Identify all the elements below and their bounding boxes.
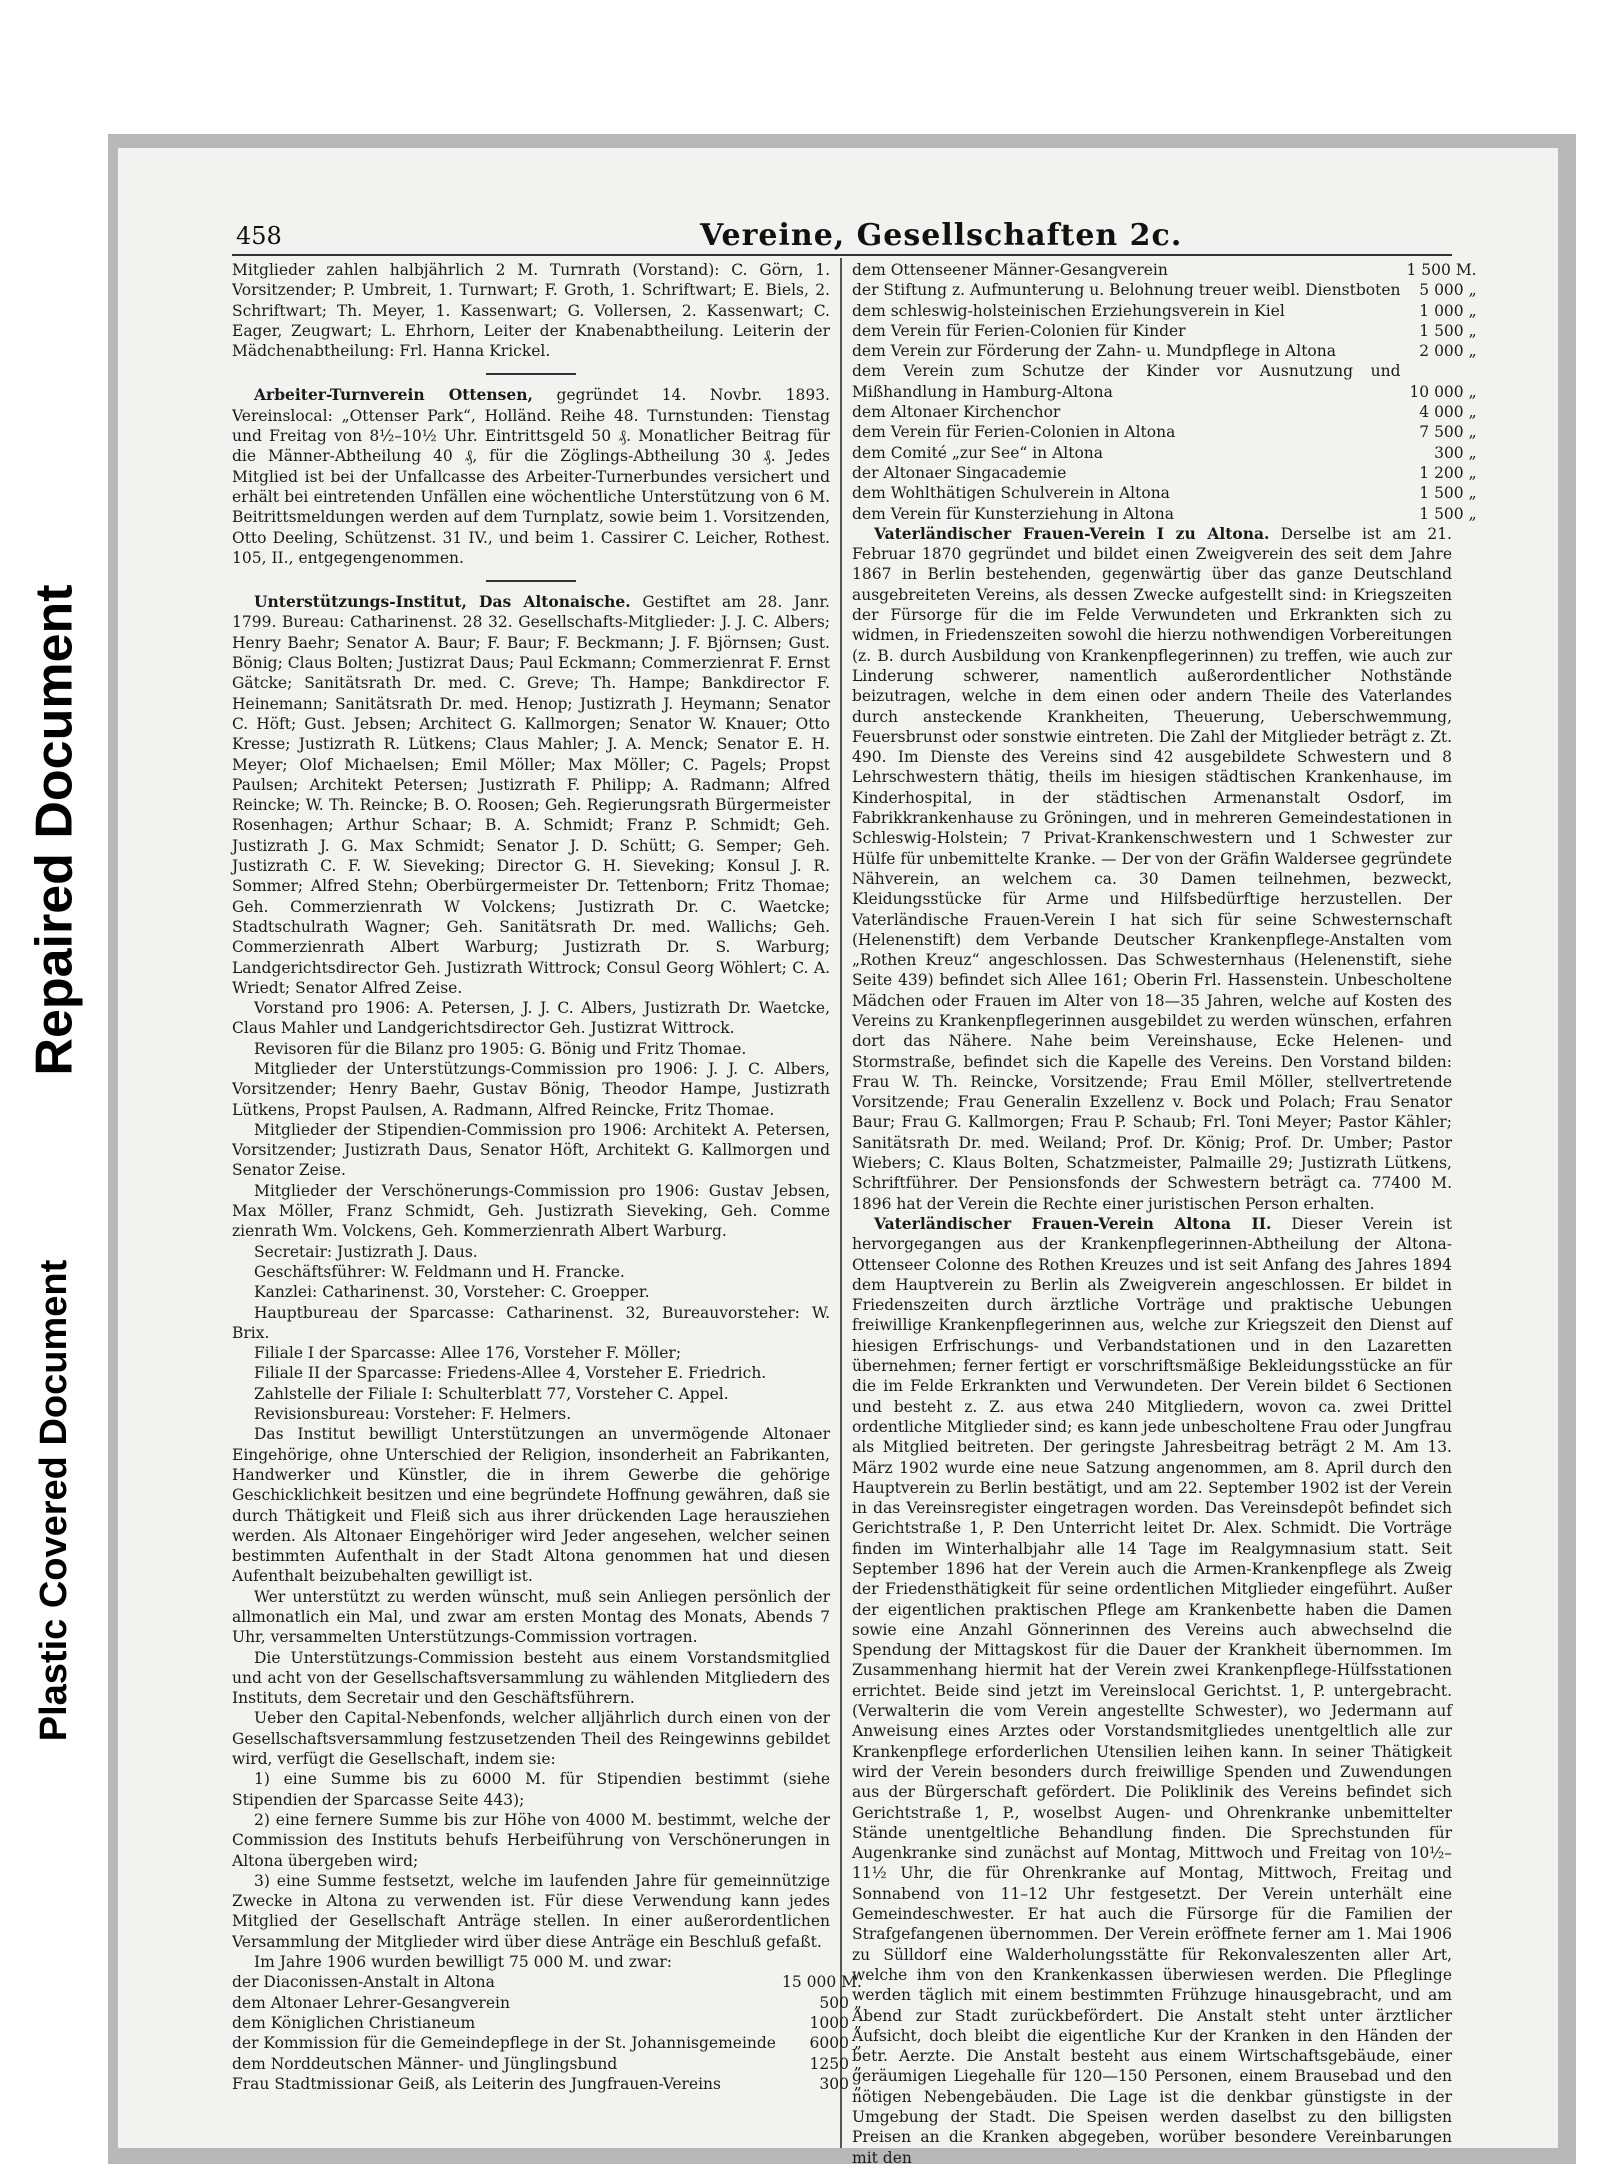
arbeiter-turnverein-text: gegründet 14. Novbr. 1893. Vereinslocal: „Ottenser Park“, Holländ. Reihe 48. Turnstunden: Tienstag und Freitag von 8½–10½ Uhr. Eintrittsgeld 50 ₰. Monatlicher Beitrag für die Männer-Abtheilung 40 ₰, für die Zöglings-Abtheilung 30 ₰. Jedes Mitglied ist bei der Unfallcasse des Arbeiter-Turnerbundes versichert und erhält bei eintretenden Unfällen eine wöchentliche Unterstützung von 6 M. Beitrittsmeldungen werden auf dem Turnplatz, sowie beim 1. Vorsitzenden, Otto Deeling, Schützenst. 31 IV., und beim 1. Cassirer C. Leicher, Rothest. 105, II., entgegengenommen. <box>232 386 830 567</box>
table-row: der Stiftung z. Aufmunterung u. Belohnung treuer weibl. Dienstboten 5 000 „ <box>852 281 1477 300</box>
filiale1-text: Filiale I der Sparcasse: Allee 176, Vorsteher F. Möller; <box>254 1344 682 1363</box>
table-row: dem Comité „zur See“ in Altona 300 „ <box>852 443 1477 462</box>
table-row: dem Ottenseener Männer-Gesangverein 1 500 M. <box>852 261 1477 279</box>
table-row: dem Altonaer Kirchenchor 4 000 „ <box>852 403 1477 422</box>
unterstuetzungs-institut-text: Gestiftet am 28. Janr. 1799. Bureau: Catharinenst. 28 32. Gesellschafts-Mitglieder: J. J. C. Albers; Henry Baehr; Senator A. Baur; F. Baur; F. Beckmann; J. F. Björnsen; Gust. Bönig; Claus Bolten; Justizrat Daus; Paul Eckmann; Commerzienrat F. Ernst Gätcke; Sanitätsrath Dr. med. C. Greve; Th. Hampe; Bankdirector F. Heinemann; Sanitätsrath Dr. med. Henop; Justizrath J. Heymann; Senator C. Höft; Gust. Jebsen; Architect G. Kallmorgen; Senator W. Knauer; Otto Kresse; Justizrath R. Lütkens; Claus Mahler; J. A. Menck; Senator E. H. Meyer; Olof Michaelsen; Emil Möller; Max Möller; C. Pagels; Propst Paulsen; Architekt Petersen; Justizrath F. Philipp; A. Radmann; Alfred Reincke; W. Th. Reincke; B. O. Roosen; Geh. Regierungsrath Bürgermeister Rosenhagen; Arthur Schaar; B. A. Schmidt; Franz P. Schmidt; Geh. Justizrath J. G. Max Schmidt; Senator J. D. Schütt; G. Semper; Geh. Justizrath C. F. W. Sieveking; Director G. H. Sieveking; Konsul J. R. Sommer; Alfred Stehn; Oberbürgermeister Dr. Tettenborn; Fritz Thomae; Geh. Commerzienrath W Volckens; Justizrath Dr. C. Waetcke; Stadtschulrath Wagner; Geh. Sanitätsrath Dr. med. Wallichs; Geh. Commerzienrath Albert Warburg; Justizrath Dr. S. Warburg; Landgerichtsdirector Geh. Justizrath Wittrock; Consul Georg Wöhlert; C. A. Wriedt; Senator Alfred Zeise. <box>232 593 830 997</box>
institut-paragraph-7: 3) eine Summe festsetzt, welche im laufenden Jahre für gemeinnützige Zwecke in Altona zu verwenden ist. Für diese Verwendung kann jedes Mitglied der Gesellschaft Anträge stellen. In einer außerordentlichen Versammlung der Mitglieder wird über diese Anträge ein Beschluß gefaßt. <box>232 1871 830 1951</box>
revisionsbureau-text: Revisionsbureau: Vorsteher: F. Helmers. <box>254 1405 572 1424</box>
page-number: 458 <box>236 222 282 250</box>
frauen-verein-2-entry <box>852 1214 1452 2168</box>
table-row: dem Altonaer Lehrer-Gesangverein 500 „ <box>232 1993 862 2012</box>
table-row: dem Königlichen Christianeum 1000 „ <box>232 2013 862 2032</box>
right-column <box>852 260 1477 2167</box>
vorstand-text: Vorstand pro 1906: A. Petersen, J. J. C. Albers, Justizrath Dr. Waetcke, Claus Mahler und Landgerichtsdirector Geh. Justizrat Wittrock. <box>232 999 830 1038</box>
institut-paragraph-1: Das Institut bewilligt Unterstützungen an unvermögende Altonaer Eingehörige, ohne Unterschied der Religion, insonderheit an Fabrikanten, Handwerker und Künstler, die in ihrem Gewerbe die gehörige Geschicklichkeit besitzen und eine begründete Hoffnung gewähren, daß sie durch Thätigkeit und Fleiß sich aus ihrer drückenden Lage herausziehen werden. Als Altonaer Eingehöriger wird Jeder angesehen, welcher seinen bestimmten Aufenthalt in der Stadt Altona genommen hat und diesen Aufenthalt beizubehalten gewilligt ist. <box>232 1425 830 1586</box>
table-row: der Altonaer Singacademie 1 200 „ <box>852 463 1477 482</box>
institut-paragraph-6: 2) eine fernere Summe bis zur Höhe von 4000 M. bestimmt, welche der Commission des Instituts behufs Herbeiführung von Verschönerungen in Altona übergeben wird; <box>232 1810 830 1870</box>
frauen-verein-1-title: Vaterländischer Frauen-Verein I zu Altona. <box>874 523 1270 543</box>
table-row: der Diaconissen-Anstalt in Altona 15 000 M. <box>232 1973 862 1992</box>
table-row: dem Verein für Ferien-Colonien für Kinder 1 500 „ <box>852 321 1477 340</box>
section-divider <box>486 373 576 375</box>
institut-paragraph-3: Die Unterstützungs-Commission besteht aus einem Vorstandsmitglied und acht von der Gesellschaftsversammlung zu wählenden Mitgliedern des Instituts, dem Secretair und den Geschäftsführern. <box>232 1648 830 1708</box>
section-divider <box>486 580 576 582</box>
table-row: Frau Stadtmissionar Geiß, als Leiterin des Jungfrauen-Vereins 300 „ <box>232 2074 862 2093</box>
column-divider <box>840 258 842 2148</box>
zahlstelle-text: Zahlstelle der Filiale I: Schulterblatt 77, Vorsteher C. Appel. <box>254 1384 729 1403</box>
frauen-verein-1-text: Derselbe ist am 21. Februar 1870 gegründet und bildet einen Zweigverein des seit dem Jahre 1867 in Berlin bestehenden, gegenwärtig über das ganze Deutschland ausgebreiteten Vereins, als dessen Zwecke aufgestellt sind: in Kriegszeiten der Fürsorge für die im Felde Verwundeten und Erkrankten sich zu widmen, in Friedenszeiten sowohl die hierzu nothwendigen Vorbereitungen (z. B. durch Ausbildung von Krankenpflegerinnen) zu treffen, wie auch zur Linderung schwerer, namentlich außerordentlicher Nothstände beizutragen, welche in dem einen oder andern Theile des Vaterlandes durch ansteckende Krankheiten, Theuerung, Ueberschwemmung, Feuersbrunst oder sonstwie eintreten. Die Zahl der Mitglieder beträgt z. Zt. 490. Im Dienste des Vereins sind 42 ausgebildete Schwestern und 8 Lehrschwestern thätig, theils im hiesigen städtischen Krankenhause, im Kinderhospital, in der städtischen Armenanstalt Osdorf, im Fabrikkrankenhause zu Gröningen, und in mehreren Gemeindestationen in Schleswig-Holstein; 7 Privat-Krankenschwestern und 1 Schwester zur Hülfe für unbemittelte Kranke. — Der von der Gräfin Waldersee gegründete Nähverein, an welchem ca. 30 Damen teilnehmen, bezweckt, Kleidungsstücke für Arme und Hilfsbedürftige herzustellen. Der Vaterländische Frauen-Verein I hat sich für seine Schwesternschaft (Helenenstift) dem Verbande Deutscher Krankenpflege-Anstalten vom „Rothen Kreuz“ angeschlossen. Das Schwesternhaus (Helenenstift, siehe Seite 439) befindet sich Allee 161; Oberin Frl. Hassenstein. Unbescholtene Mädchen oder Frauen im Alter von 18—35 Jahren, welche auf Kosten des Vereins zu Krankenpflegerinnen ausgebildet zu werden wünschen, erfahren dort das Nähere. Nahe beim Vereinshause, Ecke Helenen- und Stormstraße, befindet sich die Kapelle des Vereins. Den Vorstand bilden: Frau W. Th. Reincke, Vorsitzende; Frau Emil Möller, stellvertretende Vorsitzende; Frau Generalin Exzellenz v. Bock und Polach; Frau Senator Baur; Frau G. Kallmorgen; Frau P. Schaub; Frl. Toni Meyer; Pastor Kähler; Sanitätsrath Dr. med. Weiland; Prof. Dr. König; Prof. Dr. Umber; Pastor Wiebers; C. Klaus Bolten, Schatzmeister, Palmaille 29; Justizrath Lütkens, Schriftführer. Der Pensionsfonds der Schwestern beträgt ca. 77400 M. 1896 hat der Verein die Rechte einer juristischen Person erhalten. <box>852 524 1452 1213</box>
table-row: dem Verein für Kunsterziehung in Altona 1 500 „ <box>852 504 1477 523</box>
frauen-verein-2-title: Vaterländischer Frauen-Verein Altona II. <box>874 1213 1272 1233</box>
table-row: der Kommission für die Gemeindepflege in der St. Johannisgemeinde 6000 „ <box>232 2034 862 2053</box>
turnverein-members-text: Mitglieder zahlen halbjährlich 2 M. Turnrath (Vorstand): C. Görn, 1. Vorsitzender; P. Umbreit, 1. Turnwart; F. Groth, 1. Schriftwart; E. Biels, 2. Schriftwart; Th. Meyer, 1. Kassenwart; G. Vollersen, 2. Kassenwart; C. Eager, Zeugwart; L. Ehrhorn, Leiter der Knabenabtheilung. Leiterin der Mädchenabtheilung: Frl. Hanna Krickel. <box>232 261 830 361</box>
filiale2-text: Filiale II der Sparcasse: Friedens-Allee 4, Vorsteher E. Friedrich. <box>254 1364 767 1383</box>
institut-paragraph-5: 1) eine Summe bis zu 6000 M. für Stipendien bestimmt (siehe Stipendien der Sparcasse Seite 443); <box>232 1770 830 1809</box>
table-row: dem Verein für Ferien-Colonien in Altona 7 500 „ <box>852 423 1477 442</box>
table-row: dem Verein zur Förderung der Zahn- u. Mundpflege in Altona 2 000 „ <box>852 342 1477 361</box>
unterstuetzungs-institut-title: Unterstützungs-Institut, Das Altonaische. <box>254 592 631 612</box>
frauen-verein-2-text: Dieser Verein ist hervorgegangen aus der Krankenpflegerinnen-Abtheilung der Altona-Ottenseer Colonne des Rothen Kreuzes und ist seit Anfang des Jahres 1894 dem Hauptverein zu Berlin als Zweigverein angeschlossen. Er bildet in Friedenszeiten durch ärztliche Vorträge und praktische Uebungen freiwillige Krankenpflegerinnen aus, welche zur Kriegszeit den Dienst auf hiesigen Erfrischungs- und Verbandstationen und in den Lazaretten übernehmen; ferner fertigt er vorschriftsmäßige Bekleidungsstücke an für die im Felde Erkrankten und Verwundeten. Der Verein bildet 6 Sectionen und besteht z. Z. aus etwa 240 Mitgliedern, wovon ca. zwei Drittel ordentliche Mitglieder sind; es kann jede unbescholtene Frau oder Jungfrau als Mitglied beitreten. Der geringste Jahresbeitrag beträgt 2 M. Am 13. März 1902 wurde eine neue Satzung angenommen, am 8. April durch den Hauptverein zu Berlin bestätigt, und am 22. September 1902 ist der Verein in das Vereinsregister eingetragen worden. Das Vereinsdepôt befindet sich Gerichtstraße 1, P. Den Unterricht leitet Dr. Alex. Schmidt. Die Vorträge finden im Winterhalbjahr alle 14 Tage im Realgymnasium statt. Seit September 1896 hat der Verein auch die Armen-Krankenpflege als Zweig der Friedensthätigkeit für seine ordentlichen Mitglieder eingeführt. Außer der eigentlichen praktischen Pflege am Krankenbette haben die Damen sowie eine Anzahl Gönnerinnen des Vereins auch abwechselnd die Spendung der Mittagskost für die Dauer der Krankheit übernommen. Im Zusammenhang hiermit hat der Verein zwei Krankenpflege-Hülfsstationen errichtet. Beide sind jetzt im Vereinslocal Gerichtst. 1, P. untergebracht. (Verwalterin die vom Verein angestellte Schwester), wo Jedermann auf Anweisung eines Arztes oder Vorstandsmitgliedes unentgeltlich alle zur Krankenpflege erforderlichen Utensilien leihen kann. In seiner Thätigkeit wird der Verein besonders durch freiwillige Spenden und Zuwendungen aus der Bürgerschaft gefördert. Die Poliklinik des Vereins befindet sich Gerichtstraße 1, P., woselbst Augen- und Ohrenkranke unbemittelter Stände unentgeltliche Behandlung finden. Die Sprechstunden für Augenkranke sind zunächst auf Montag, Mittwoch und Freitag von 10½–11½ Uhr, die für Ohrenkranke auf Montag, Mittwoch, Freitag und Sonnabend von 11–12 Uhr festgesetzt. Der Verein unterhält eine Gemeindeschwester. Er hat auch die Fürsorge für die Familien der Strafgefangenen übernommen. Der Verein eröffnete ferner am 1. Mai 1906 zu Sülldorf eine Walderholungsstätte für Rekonvaleszenten aller Art, welche ihm von den Krankenkassen überwiesen werden. Die Pfleglinge werden täglich mit einem bestimmten Frühzuge hinausgebracht, und am Abend zur Stadt zurückbefördert. Die Anstalt steht unter ärztlicher Aufsicht, doch bleibt die eigentliche Kur der Kranken in den Händen der betr. Aerzte. Die Anstalt besteht aus einem Wirtschaftsgebäude, einer geräumigen Liegehalle für 120—150 Personen, einem Brausebad und den nötigen Nebengebäuden. Die Lage ist die denkbar günstigste in der Umgebung der Stadt. Die Speisen werden daselbst zu den billigsten Preisen an die Kranken abgegeben, worüber besondere Vereinbarungen mit den <box>852 1214 1452 2167</box>
geschaeftsfuehrer-text: Geschäftsführer: W. Feldmann und H. Francke. <box>254 1262 625 1281</box>
repaired-document-label: Repaired Document <box>26 584 84 1076</box>
arbeiter-turnverein-title: Arbeiter-Turnverein Ottensen, <box>254 385 533 405</box>
institut-paragraph-2: Wer unterstützt zu werden wünscht, muß sein Anliegen persönlich der allmonatlich ein Mal, und zwar am ersten Montag des Monats, Abends 7 Uhr, versammelten Unterstützungs-Commission vortragen. <box>232 1587 830 1647</box>
table-row: dem Norddeutschen Männer- und Jünglingsbund 1250 „ <box>232 2054 862 2073</box>
right-grants-table <box>852 260 1477 524</box>
table-row: dem Wohlthätigen Schulverein in Altona 1 500 „ <box>852 484 1477 503</box>
left-column <box>232 260 862 2145</box>
header-rule <box>232 254 1452 256</box>
stipendien-text: Mitglieder der Stipendien-Commission pro 1906: Architekt A. Petersen, Vorsitzender; Justizrath Daus, Senator Höft, Architekt G. Kallmorgen und Senator Zeise. <box>232 1120 830 1180</box>
unterstuetzungs-institut-entry <box>232 592 830 998</box>
running-head: Vereine, Gesellschaften 2c. <box>700 218 1183 253</box>
verschoenerung-text: Mitglieder der Verschönerungs-Commission pro 1906: Gustav Jebsen, Max Möller, Franz Schmidt, Geh. Justizrath Sieveking, Geh. Comme zienrath Wm. Volckens, Geh. Kommerzienrath Albert Warburg. <box>232 1181 830 1241</box>
secretair-text: Secretair: Justizrath J. Daus. <box>254 1242 478 1261</box>
table-row: dem Verein zum Schutze der Kinder vor Ausnutzung und Mißhandlung in Hamburg-Altona 10 000 „ <box>852 362 1477 401</box>
institut-paragraph-4: Ueber den Capital-Nebenfonds, welcher alljährlich durch einen von der Gesellschaftsversammlung festzusetzenden Theil des Reingewinns gebildet wird, verfügt die Gesellschaft, indem sie: <box>232 1709 830 1769</box>
commission-text: Mitglieder der Unterstützungs-Commission pro 1906: J. J. C. Albers, Vorsitzender; Henry Baehr, Gustav Bönig, Theodor Hampe, Justizrath Lütkens, Propst Paulsen, A. Radmann, Alfred Reincke, Fritz Thomae. <box>232 1059 830 1119</box>
left-grants-table <box>232 1972 862 2094</box>
plastic-covered-document-label: Plastic Covered Document <box>33 1259 76 1741</box>
revisoren-text: Revisoren für die Bilanz pro 1905: G. Bönig und Fritz Thomae. <box>254 1039 747 1058</box>
hauptbureau-text: Hauptbureau der Sparcasse: Catharinenst. 32, Bureauvorsteher: W. Brix. <box>232 1303 830 1342</box>
kanzlei-text: Kanzlei: Catharinenst. 30, Vorsteher: C. Groepper. <box>254 1283 650 1302</box>
grants-intro: Im Jahre 1906 wurden bewilligt 75 000 M. und zwar: <box>254 1953 673 1972</box>
table-row: dem schleswig-holsteinischen Erziehungsverein in Kiel 1 000 „ <box>852 301 1477 320</box>
arbeiter-turnverein-entry <box>232 385 830 568</box>
frauen-verein-1-entry <box>852 524 1452 1214</box>
